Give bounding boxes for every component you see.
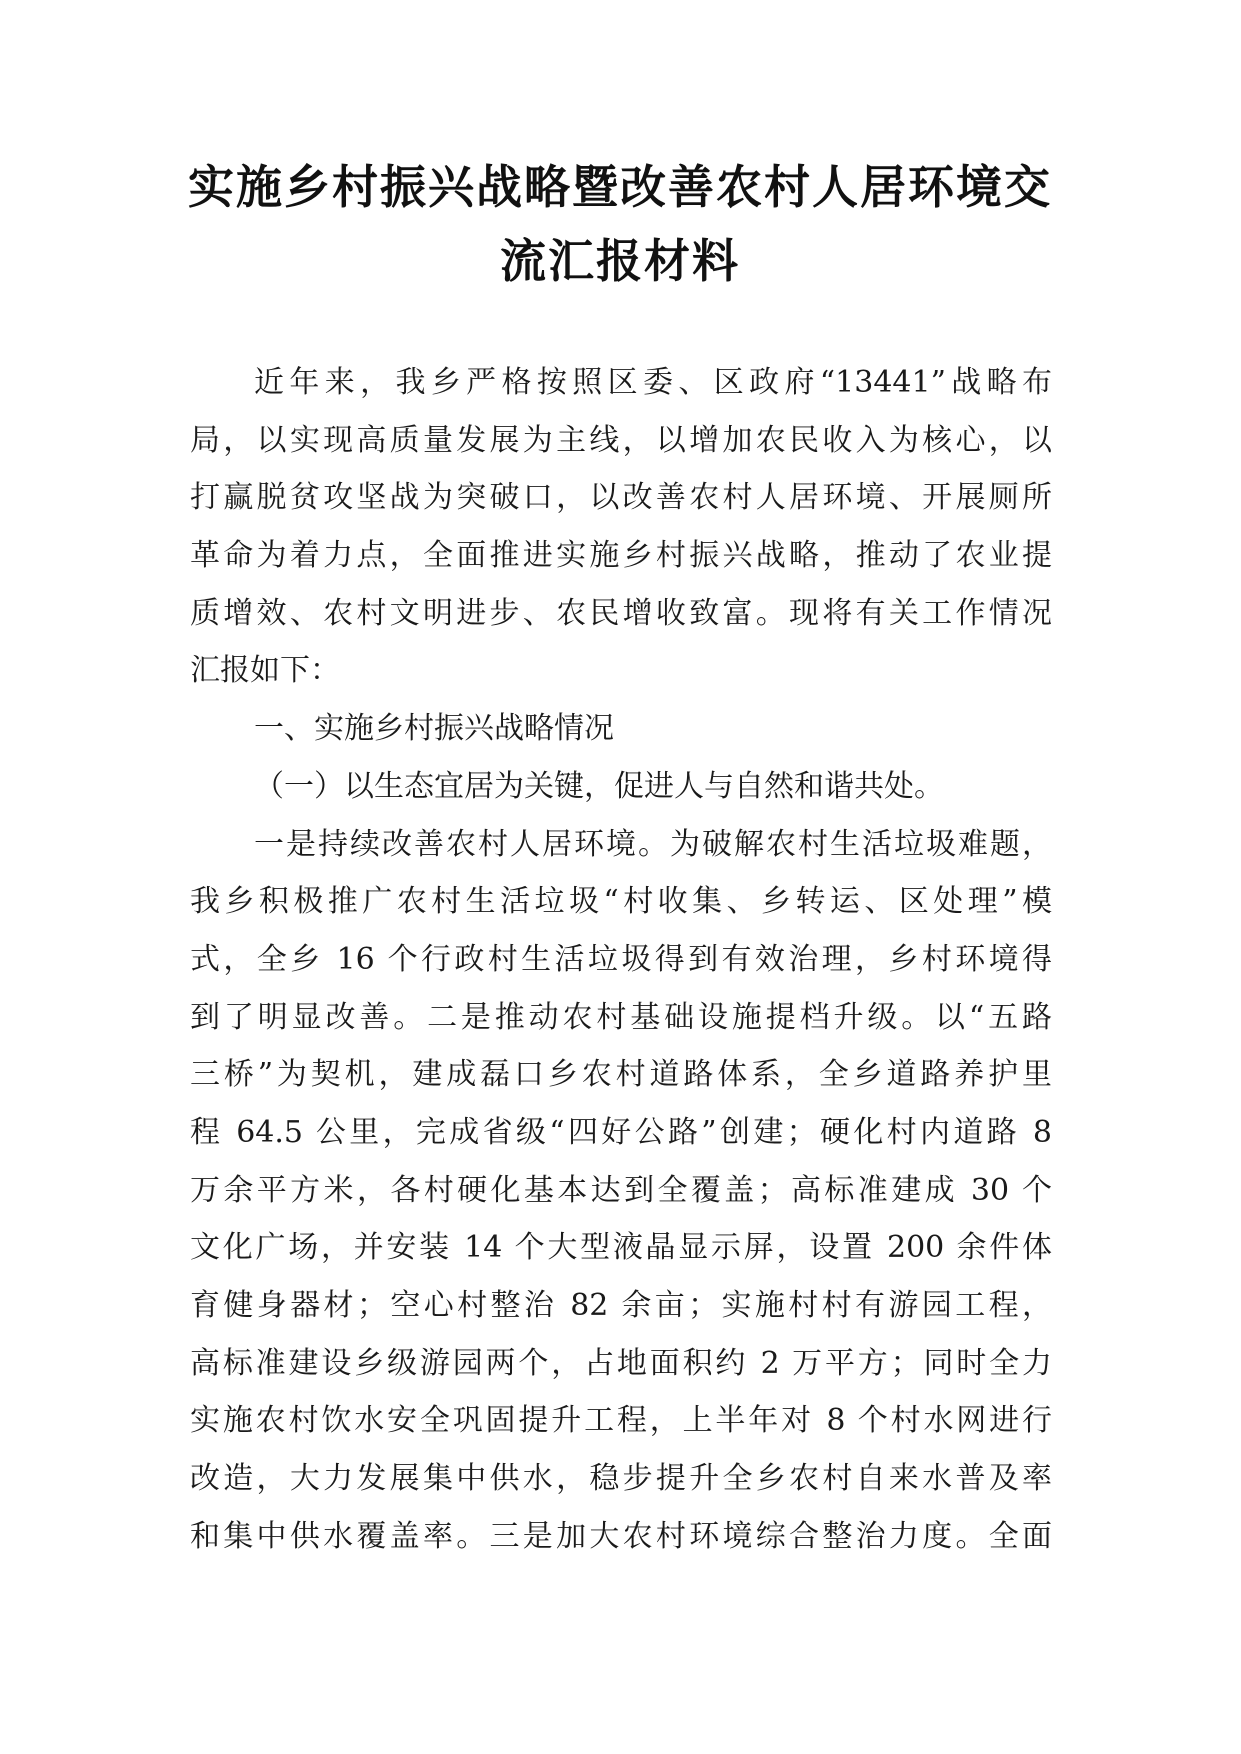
subsection-heading: （一）以生态宜居为关键，促进人与自然和谐共处。 — [254, 768, 944, 804]
paragraph-line: 我乡积极推广农村生活垃圾“村收集、乡转运、区处理”模 — [190, 884, 1052, 920]
paragraph-line: 打赢脱贫攻坚战为突破口，以改善农村人居环境、开展厕所 — [190, 480, 1052, 516]
title-line-1: 实施乡村振兴战略暨改善农村人居环境交 — [188, 160, 1052, 214]
paragraph-line: 到了明显改善。二是推动农村基础设施提档升级。以“五路 — [190, 999, 1052, 1035]
paragraph-line: 育健身器材；空心村整治 82 余亩；实施村村有游园工程， — [190, 1288, 1052, 1323]
paragraph-line: 改造，大力发展集中供水，稳步提升全乡农村自来水普及率 — [190, 1461, 1052, 1497]
paragraph-line: 汇报如下： — [190, 653, 340, 689]
paragraph-line: 高标准建设乡级游园两个，占地面积约 2 万平方；同时全力 — [190, 1345, 1052, 1381]
paragraph-line: 程 64.5 公里，完成省级“四好公路”创建；硬化村内道路 8 — [190, 1114, 1052, 1150]
paragraph-line: 革命为着力点，全面推进实施乡村振兴战略，推动了农业提 — [190, 538, 1052, 574]
title-line-2: 流汇报材料 — [500, 234, 740, 288]
document-title — [180, 150, 1060, 298]
paragraph-line: 三桥”为契机，建成磊口乡农村道路体系，全乡道路养护里 — [190, 1057, 1052, 1093]
paragraph-line: 质增效、农村文明进步、农民增收致富。现将有关工作情况 — [190, 595, 1052, 631]
paragraph-line: 文化广场，并安装 14 个大型液晶显示屏，设置 200 余件体 — [190, 1230, 1052, 1266]
paragraph-line: 近年来，我乡严格按照区委、区政府“13441”战略布 — [254, 365, 1052, 400]
paragraph-line: 万余平方米，各村硬化基本达到全覆盖；高标准建成 30 个 — [190, 1172, 1052, 1208]
paragraph-line: 一是持续改善农村人居环境。为破解农村生活垃圾难题， — [254, 826, 1052, 862]
paragraph-line: 实施农村饮水安全巩固提升工程，上半年对 8 个村水网进行 — [190, 1403, 1052, 1439]
paragraph-line: 和集中供水覆盖率。三是加大农村环境综合整治力度。全面 — [190, 1518, 1052, 1554]
paragraph-line: 式，全乡 16 个行政村生活垃圾得到有效治理，乡村环境得 — [190, 941, 1052, 977]
document-body — [190, 354, 1052, 1565]
paragraph-line: 局，以实现高质量发展为主线，以增加农民收入为核心，以 — [190, 422, 1052, 458]
section-heading: 一、实施乡村振兴战略情况 — [254, 711, 614, 747]
